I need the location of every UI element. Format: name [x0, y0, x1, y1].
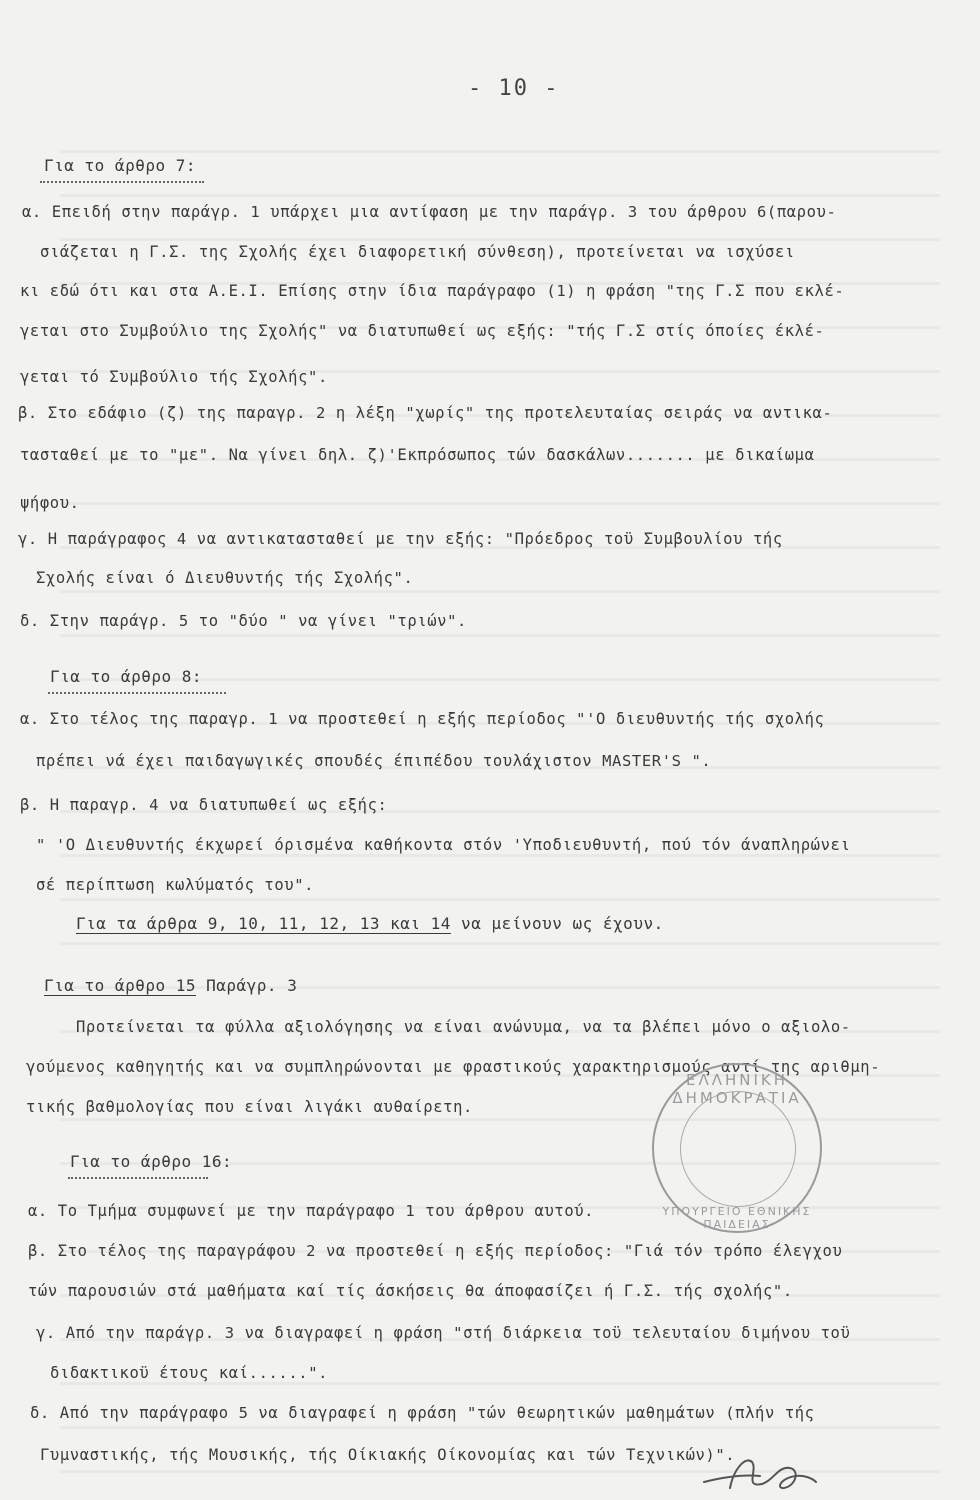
- art7-line: γ. Η παράγραφος 4 να αντικατασταθεί με την εξής: "Πρόεδρος τοϋ Συμβουλίου τής: [18, 530, 783, 548]
- art16-line: γ. Από την παράγρ. 3 να διαγραφεί η φράση "στή διάρκεια τοϋ τελευταίου διμήνου τοϋ: [36, 1324, 851, 1342]
- art8-line: σέ περίπτωση κωλύματός του".: [36, 876, 315, 894]
- art15-line: γούμενος καθηγητής και να συμπληρώνονται με φραστικούς χαρακτηρισμούς αντί της αριθμη-: [26, 1058, 881, 1076]
- art16-line: δ. Από την παράγραφο 5 να διαγραφεί η φράση "τών θεωρητικών μαθημάτων (πλήν τής: [30, 1404, 815, 1422]
- heading-underline: [40, 181, 204, 183]
- stamp-subtext: ΥΠΟΥΡΓΕΙΟ ΕΘΝΙΚΗΣ ΠΑΙΔΕΙΑΣ: [662, 1205, 812, 1231]
- art7-line: γεται στο Συμβούλιο της Σχολής" να διατυπωθεί ως εξής: "τής Γ.Σ στίς όποίες έκλέ-: [20, 322, 825, 340]
- art15-line: τικής βαθμολογίας που είναι λιγάκι αυθαίρετη.: [26, 1098, 473, 1116]
- official-stamp: [652, 1063, 822, 1233]
- art8-line: πρέπει νά έχει παιδαγωγικές σπουδές έπιπέδου τουλάχιστον MASTER'S ".: [36, 752, 712, 770]
- art8-line: α. Στο τέλος της παραγρ. 1 να προστεθεί η εξής περίοδος "'Ο διευθυντής τής σχολής: [20, 710, 825, 728]
- art7-line: α. Επειδή στην παράγρ. 1 υπάρχει μια αντίφαση με την παράγρ. 3 του άρθρου 6(παρου-: [22, 203, 837, 221]
- stamp-inner-ring: [680, 1091, 796, 1207]
- art7-line: σιάζεται η Γ.Σ. της Σχολής έχει διαφορετική σύνθεση), προτείνεται να ισχύσει: [40, 243, 795, 261]
- art16-line: Γυμναστικής, τής Μουσικής, τής Οίκιακής Οίκονομίας και τών Τεχνικών)".: [40, 1446, 736, 1464]
- heading-tail: Παράγρ. 3: [196, 976, 298, 995]
- page-number: - 10 -: [468, 76, 560, 101]
- signature-mark: [700, 1448, 820, 1498]
- heading-article-15: [44, 976, 297, 995]
- heading-text: Για το άρθρο 15: [44, 976, 196, 995]
- art7-line: τασταθεί με το "με". Να γίνει δηλ. ζ)'Εκπρόσωπος τών δασκάλων....... με δικαίωμα: [20, 446, 815, 464]
- art7-line: β. Στο εδάφιο (ζ) της παραγρ. 2 η λέξη "χωρίς" της προτελευταίας σειράς να αντικα-: [18, 404, 833, 422]
- art7-line: δ. Στην παράγρ. 5 το "δύο " να γίνει "τριών".: [20, 612, 467, 630]
- art8-line: β. Η παραγρ. 4 να διατυπωθεί ως εξής:: [20, 796, 388, 814]
- art7-line: ψήφου.: [20, 494, 80, 512]
- art16-line: β. Στο τέλος της παραγράφου 2 να προστεθεί η εξής περίοδος: "Γιά τόν τρόπο έλεγχου: [28, 1242, 843, 1260]
- art15-line: Προτείνεται τα φύλλα αξιολόγησης να είναι ανώνυμα, να τα βλέπει μόνο ο αξιολο-: [76, 1018, 851, 1036]
- heading-article-16: Για το άρθρο 16:: [70, 1152, 233, 1171]
- art7-line: κι εδώ ότι και στα Α.Ε.Ι. Επίσης στην ίδια παράγραφο (1) η φράση "της Γ.Σ που εκλέ-: [20, 282, 845, 300]
- art16-line: τών παρουσιών στά μαθήματα καί τίς άσκήσεις θα άποφασίζει ή Γ.Σ. τής σχολής".: [28, 1282, 793, 1300]
- art7-line: Σχολής είναι ό Διευθυντής τής Σχολής".: [36, 569, 414, 587]
- heading-tail: να μείνουν ως έχουν.: [450, 914, 664, 933]
- art16-line: διδακτικοϋ έτους καί......".: [50, 1364, 329, 1382]
- heading-text: Για τα άρθρα 9, 10, 11, 12, 13 και 14: [76, 914, 451, 933]
- stamp-text: ΕΛΛΗΝΙΚΗ ΔΗΜΟΚΡΑΤΙΑ: [672, 1071, 802, 1107]
- heading-articles-9-14: [76, 914, 664, 933]
- art8-line: " 'Ο Διευθυντής έκχωρεί όρισμένα καθήκοντα στόν 'Υποδιευθυντή, πού τόν άναπληρώνει: [36, 836, 851, 854]
- art16-line: α. Το Τμήμα συμφωνεί με την παράγραφο 1 του άρθρου αυτού.: [28, 1202, 595, 1220]
- art7-line: γεται τό Συμβούλιο τής Σχολής".: [20, 368, 328, 386]
- heading-underline: [68, 1177, 208, 1179]
- heading-article-8: Για το άρθρο 8:: [50, 667, 202, 686]
- heading-underline: [48, 692, 226, 694]
- heading-article-7: Για το άρθρο 7:: [44, 156, 196, 175]
